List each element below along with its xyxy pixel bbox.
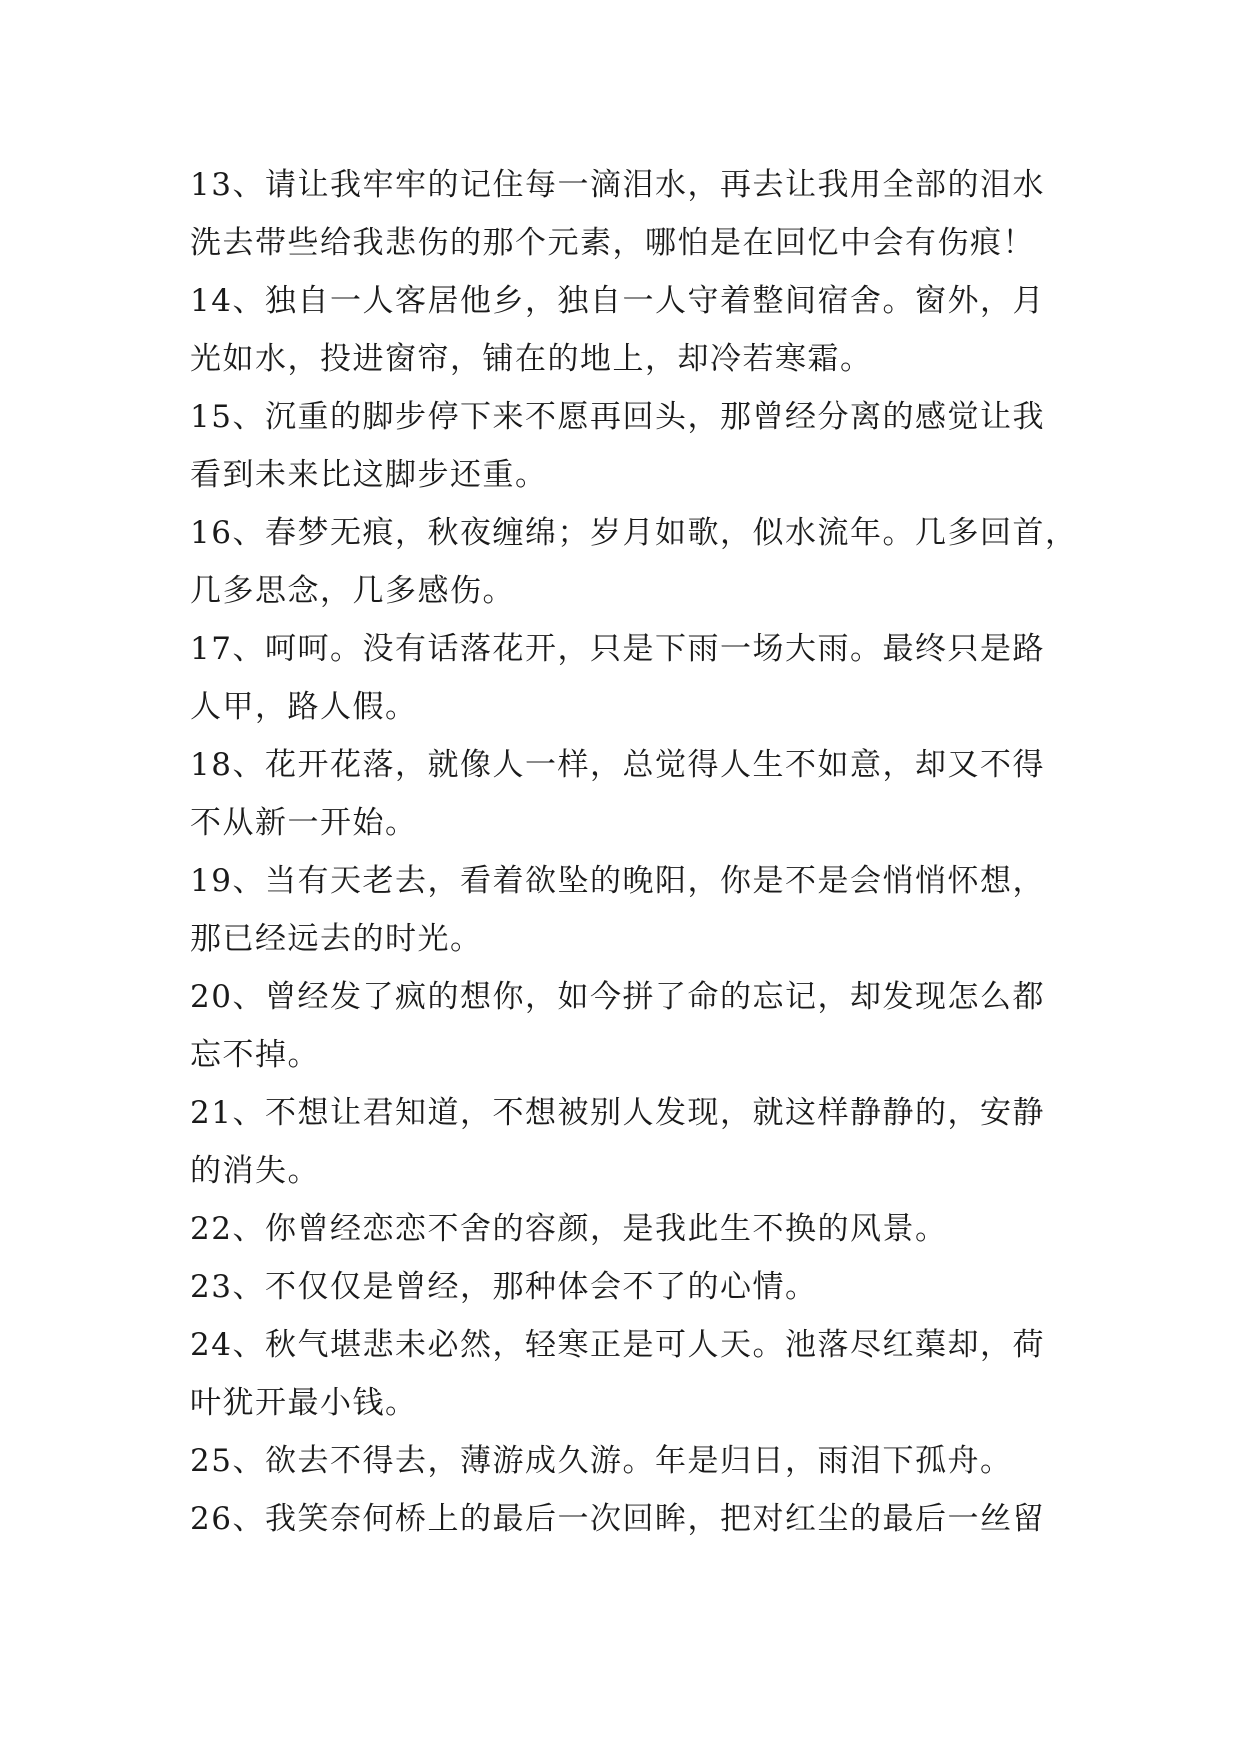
text-line: 13、请让我牢牢的记住每一滴泪水，再去让我用全部的泪水 bbox=[190, 167, 1045, 203]
text-line: 21、不想让君知道，不想被别人发现，就这样静静的，安静 bbox=[190, 1095, 1045, 1131]
text-line: 26、我笑奈何桥上的最后一次回眸，把对红尘的最后一丝留 bbox=[190, 1501, 1045, 1537]
text-line: 24、秋气堪悲未必然，轻寒正是可人天。池落尽红蕖却，荷 bbox=[190, 1327, 1045, 1363]
text-line: 14、独自一人客居他乡，独自一人守着整间宿舍。窗外，月 bbox=[190, 283, 1045, 319]
text-line: 18、花开花落，就像人一样，总觉得人生不如意，却又不得 bbox=[190, 747, 1045, 783]
text-line: 叶犹开最小钱。 bbox=[190, 1385, 418, 1421]
text-line: 人甲，路人假。 bbox=[190, 689, 418, 725]
text-line: 的消失。 bbox=[190, 1153, 320, 1189]
text-line: 25、欲去不得去，薄游成久游。年是归日，雨泪下孤舟。 bbox=[190, 1443, 1013, 1479]
text-line: 洗去带些给我悲伤的那个元素，哪怕是在回忆中会有伤痕！ bbox=[190, 225, 1035, 261]
text-line: 那已经远去的时光。 bbox=[190, 921, 483, 957]
text-line: 15、沉重的脚步停下来不愿再回头，那曾经分离的感觉让我 bbox=[190, 399, 1045, 435]
text-line: 19、当有天老去，看着欲坠的晚阳，你是不是会悄悄怀想， bbox=[190, 863, 1045, 899]
text-line: 忘不掉。 bbox=[190, 1037, 320, 1073]
text-line: 23、不仅仅是曾经，那种体会不了的心情。 bbox=[190, 1269, 818, 1305]
text-line: 光如水，投进窗帘，铺在的地上，却冷若寒霜。 bbox=[190, 341, 873, 377]
text-line: 不从新一开始。 bbox=[190, 805, 418, 841]
text-line: 16、春梦无痕，秋夜缠绵；岁月如歌，似水流年。几多回首， bbox=[190, 515, 1078, 551]
text-line: 看到未来比这脚步还重。 bbox=[190, 457, 548, 493]
text-line: 20、曾经发了疯的想你，如今拼了命的忘记，却发现怎么都 bbox=[190, 979, 1045, 1015]
text-line: 22、你曾经恋恋不舍的容颜，是我此生不换的风景。 bbox=[190, 1211, 948, 1247]
text-line: 17、呵呵。没有话落花开，只是下雨一场大雨。最终只是路 bbox=[190, 631, 1045, 667]
text-line: 几多思念，几多感伤。 bbox=[190, 573, 515, 609]
document-body bbox=[190, 156, 1078, 1548]
